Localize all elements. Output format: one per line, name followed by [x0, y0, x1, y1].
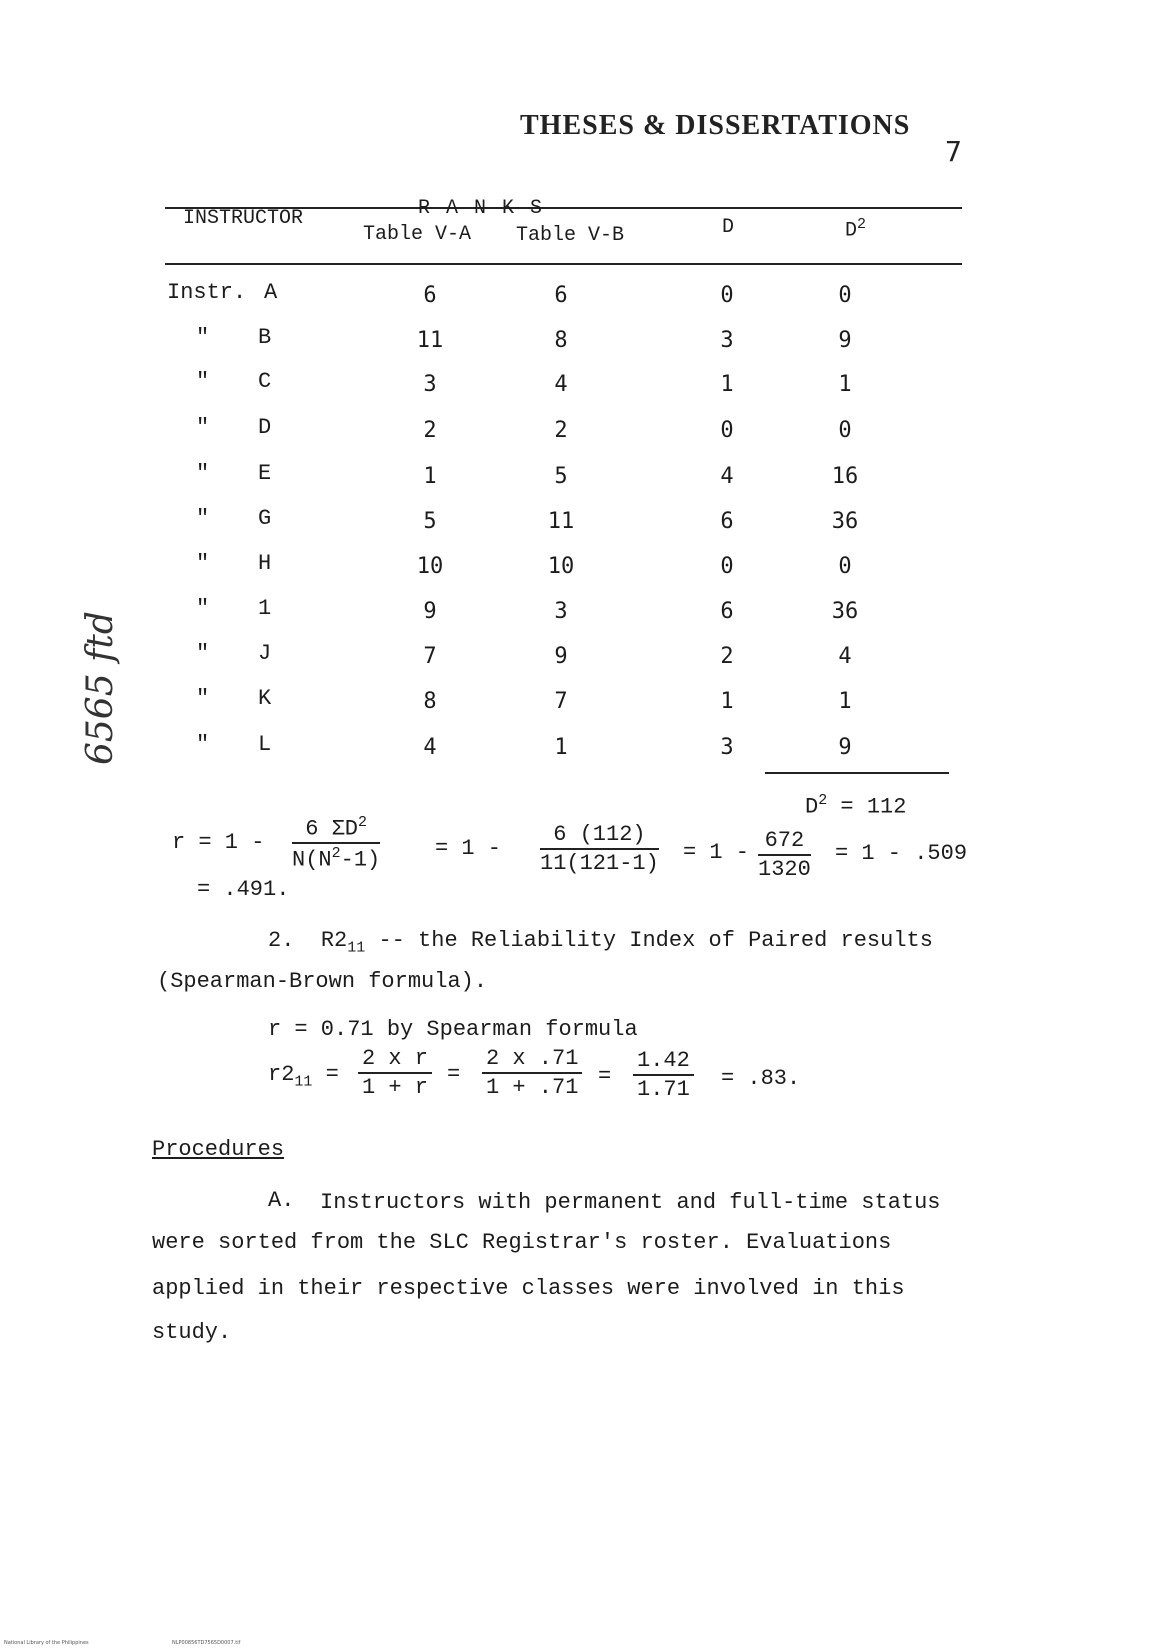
- column-header-table-va: Table V-A: [363, 223, 472, 246]
- rank-difference: 6: [720, 509, 734, 534]
- sb-fraction-1-numerator: 2 x r: [358, 1046, 432, 1074]
- rank-difference: 3: [720, 328, 734, 353]
- rank-table-vb: 1: [554, 735, 568, 760]
- fraction-3-numerator: 672: [758, 828, 811, 856]
- rank-table-va: 8: [423, 689, 437, 714]
- sum-value: = 112: [840, 794, 907, 820]
- rank-difference: 1: [720, 372, 734, 397]
- formula-eq-2: = 1 -: [435, 836, 502, 861]
- row-instructor-id: H: [258, 551, 272, 576]
- rank-difference: 2: [720, 644, 734, 669]
- rank-table-vb: 3: [554, 599, 568, 624]
- row-instructor-id: E: [258, 461, 272, 486]
- rank-table-vb: 10: [547, 554, 575, 579]
- page-number: 7: [945, 135, 962, 168]
- row-prefix: ": [196, 506, 210, 531]
- sb-fraction-3: [633, 1048, 694, 1102]
- row-prefix: ": [196, 461, 210, 486]
- rank-table-va: 2: [423, 418, 437, 443]
- rank-table-va: 7: [423, 644, 437, 669]
- row-instructor-id: D: [258, 415, 272, 440]
- rank-table-va: 5: [423, 509, 437, 534]
- formula-result: = .491.: [197, 877, 290, 902]
- procedures-line-2: were sorted from the SLC Registrar's roster. Evaluations: [152, 1230, 892, 1255]
- row-prefix: ": [196, 596, 210, 621]
- rank-difference-squared: 36: [831, 599, 859, 624]
- row-prefix: ": [196, 732, 210, 757]
- row-instructor-id: J: [258, 641, 272, 666]
- item-2-symbol: R2: [320, 928, 348, 953]
- row-prefix: ": [196, 369, 210, 394]
- rank-difference-squared: 16: [831, 464, 859, 489]
- rank-difference-squared: 4: [838, 644, 852, 669]
- row-prefix: ": [196, 641, 210, 666]
- rank-table-vb: 8: [554, 328, 568, 353]
- sb-fraction-2-denominator: 1 + .71: [486, 1075, 579, 1100]
- sb-result: = .83.: [721, 1066, 801, 1091]
- sb-fraction-2: [482, 1046, 582, 1100]
- rank-table-va: 1: [423, 464, 437, 489]
- row-instructor-id: 1: [258, 596, 272, 621]
- rank-table-vb: 11: [547, 509, 575, 534]
- rank-table-va: 10: [416, 554, 444, 579]
- sb-eq-3: =: [598, 1064, 612, 1089]
- rank-table-vb: 2: [554, 418, 568, 443]
- row-instructor-id: C: [258, 369, 272, 394]
- rank-difference: 0: [720, 554, 734, 579]
- row-instructor-id: B: [258, 325, 272, 350]
- fraction-1-numerator: 6 $\Sigma D^2$: [292, 814, 380, 844]
- row-instructor-id: K: [258, 686, 272, 711]
- row-prefix: ": [196, 415, 210, 440]
- rank-table-va: 11: [416, 328, 444, 353]
- row-instructor-id: A: [264, 280, 278, 305]
- fraction-1-denominator: $N(N^2-1)$: [292, 845, 381, 873]
- sb-fraction-3-numerator: 1.42: [633, 1048, 694, 1076]
- rank-difference: 3: [720, 735, 734, 760]
- rank-table-vb: 4: [554, 372, 568, 397]
- row-instructor-id: L: [258, 732, 272, 757]
- fraction-2-numerator: 6 (112): [540, 822, 659, 850]
- rank-table-vb: 9: [554, 644, 568, 669]
- procedures-heading: Procedures: [152, 1137, 285, 1162]
- rank-difference-squared: 1: [838, 372, 852, 397]
- item-2-symbol-sub: 11: [347, 939, 366, 957]
- row-prefix: Instr.: [167, 280, 247, 305]
- rank-difference: 4: [720, 464, 734, 489]
- rank-difference-squared: 9: [838, 328, 852, 353]
- rank-difference-squared: 1: [838, 689, 852, 714]
- rank-difference: 6: [720, 599, 734, 624]
- spearman-r-line: r = 0.71 by Spearman formula: [268, 1017, 638, 1042]
- formula-lhs: r = 1 -: [172, 830, 265, 855]
- procedures-line-1: Instructors with permanent and full-time status: [320, 1190, 941, 1215]
- spearman-brown-lhs: $r2_{11}$ =: [268, 1062, 339, 1091]
- sum-label: D: [805, 794, 819, 820]
- item-2-continuation: (Spearman-Brown formula).: [157, 969, 488, 994]
- sb-fraction-2-numerator: 2 x .71: [482, 1046, 582, 1074]
- formula-eq-3: = 1 -: [683, 840, 750, 865]
- rank-difference-squared: 0: [838, 283, 852, 308]
- rank-difference: 0: [720, 418, 734, 443]
- row-instructor-id: G: [258, 506, 272, 531]
- fraction-3: [758, 828, 811, 882]
- column-header-table-vb: Table V-B: [516, 224, 625, 247]
- row-prefix: ": [196, 551, 210, 576]
- rank-difference: 0: [720, 283, 734, 308]
- row-prefix: ": [196, 325, 210, 350]
- row-prefix: ": [196, 686, 210, 711]
- sb-fraction-1-denominator: 1 + r: [362, 1075, 429, 1100]
- rank-table-va: 4: [423, 735, 437, 760]
- sum-rule: [765, 772, 949, 774]
- rank-table-vb: 5: [554, 464, 568, 489]
- d-squared-exponent: 2: [857, 216, 867, 233]
- fraction-1: [292, 814, 380, 873]
- column-header-d: D: [722, 216, 735, 239]
- fraction-3-denominator: 1320: [758, 857, 811, 882]
- rank-table-va: 6: [423, 283, 437, 308]
- procedures-line-3: applied in their respective classes were involved in this: [152, 1276, 905, 1301]
- d-squared-base: D: [845, 219, 858, 243]
- item-2-title: -- the Reliability Index of Paired results: [378, 928, 933, 953]
- footer-file: NLP00856TD7565D0007.tif: [172, 1640, 241, 1646]
- rank-table-va: 3: [423, 372, 437, 397]
- item-2-line: [268, 928, 933, 956]
- sb-fraction-3-denominator: 1.71: [637, 1077, 690, 1102]
- rank-difference: 1: [720, 689, 734, 714]
- table-header-rule: [165, 263, 962, 265]
- item-2-number: 2.: [268, 928, 295, 953]
- sb-fraction-1: [358, 1046, 432, 1100]
- rank-difference-squared: 0: [838, 418, 852, 443]
- rank-table-va: 9: [423, 599, 437, 624]
- column-header-d-squared: [845, 216, 866, 243]
- procedures-label: A.: [268, 1188, 295, 1213]
- footer-library: National Library of the Philippines: [4, 1640, 89, 1646]
- procedures-line-4: study.: [152, 1320, 232, 1345]
- sb-eq-2: =: [447, 1062, 461, 1087]
- sum-d-squared: [805, 792, 906, 819]
- rank-table-vb: 6: [554, 283, 568, 308]
- rank-table-vb: 7: [554, 689, 568, 714]
- archive-stamp: THESES & DISSERTATIONS: [520, 110, 911, 141]
- rank-difference-squared: 36: [831, 509, 859, 534]
- sum-exponent: 2: [818, 792, 828, 809]
- rank-difference-squared: 9: [838, 735, 852, 760]
- rank-difference-squared: 0: [838, 554, 852, 579]
- ranks-group-label: R A N K S: [418, 197, 545, 220]
- fraction-2: [540, 822, 659, 876]
- fraction-2-denominator: 11(121-1): [540, 851, 659, 876]
- column-header-instructor: INSTRUCTOR: [183, 207, 304, 230]
- handwritten-margin-note: 6565 ftd: [80, 611, 121, 765]
- formula-tail: = 1 - .509: [835, 841, 968, 866]
